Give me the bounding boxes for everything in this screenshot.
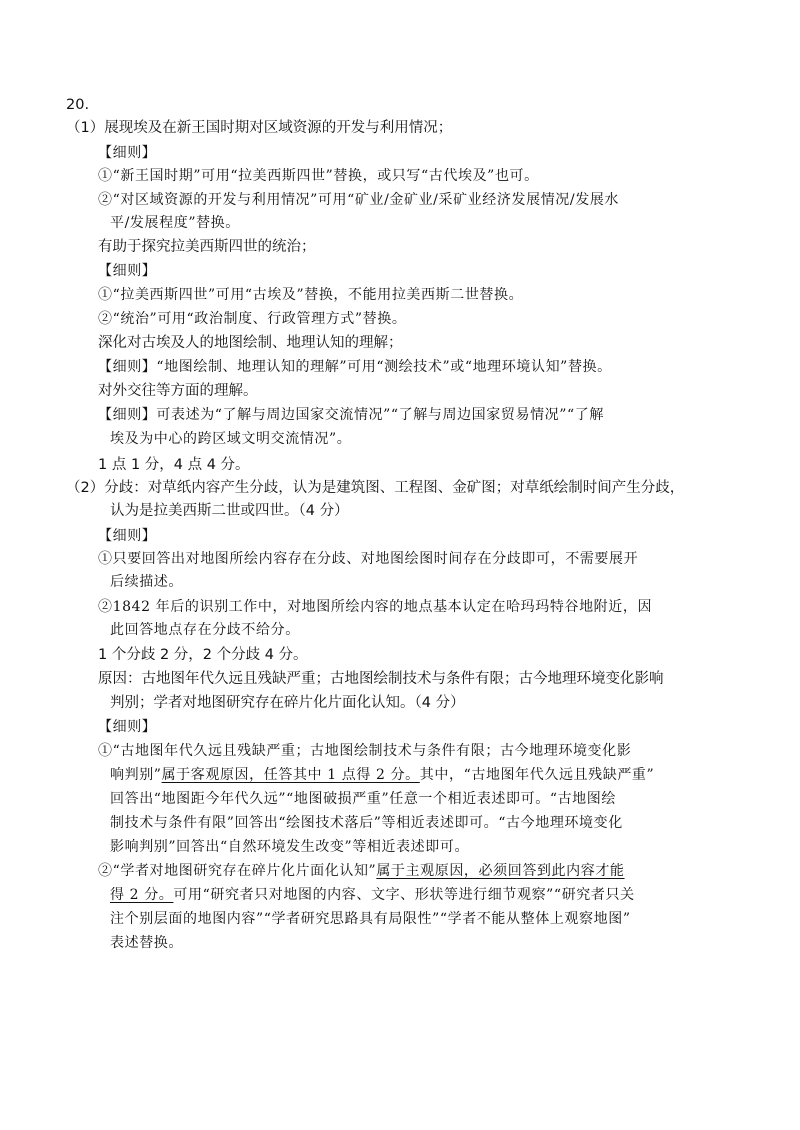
- rule-note: 注个别层面的地图内容”“学者研究思路具有局限性”“学者不能从整体上观察地图”: [110, 911, 631, 927]
- rule-note: 影响判别”回答出“自然环境发生改变”等相近表述即可。: [110, 839, 470, 855]
- rule-note: ①“拉美西斯四世”可用“古埃及”替换，不能用拉美西斯二世替换。: [98, 287, 524, 303]
- question-number: 20.: [66, 97, 90, 113]
- rule-note: ①“新王国时期”可用“拉美西斯四世”替换，或只写“古代埃及”也可。: [98, 168, 539, 184]
- rule-label: 【细则】: [98, 528, 157, 544]
- answer-point: 深化对古埃及人的地图绘制、地理认知的理解；: [98, 335, 403, 351]
- rule-note: ②1842 年后的识别工作中，对地图所绘内容的地点基本认定在哈玛玛特谷地附近，因: [98, 599, 653, 615]
- rule-note: 平/发展程度”替换。: [110, 215, 240, 231]
- answer-reason-cont: 判别；学者对地图研究存在碎片化片面化认知。（4 分）: [110, 695, 465, 711]
- part2-divergence: （2）分歧：对草纸内容产生分歧，认为是建筑图、工程图、金矿图；对草纸绘制时间产生分歧，: [66, 480, 685, 496]
- rule-text: 响判别”: [110, 767, 162, 783]
- rule-note: 【细则】“地图绘制、地理认知的理解”可用“测绘技术”或“地理环境认知”替换。: [98, 359, 612, 375]
- rule-text: 可用“研究者只对地图的内容、文字、形状等进行细节观察”“研究者只关: [173, 887, 635, 903]
- scoring-note: 1 个分歧 2 分，2 个分歧 4 分。: [98, 647, 308, 663]
- part1-main-point: （1）展现埃及在新王国时期对区域资源的开发与利用情况；: [66, 120, 453, 136]
- rule-note: ①“古地图年代久远且残缺严重；古地图绘制技术与条件有限；古今地理环境变化影: [98, 743, 632, 759]
- underlined-rule-text: 得 2 分。: [110, 887, 174, 903]
- rule-label: 【细则】: [98, 263, 157, 279]
- rule-note: 制技术与条件有限”回答出“绘图技术落后”等相近表述即可。“古今地理环境变化: [110, 815, 623, 831]
- rule-label: 【细则】: [98, 719, 157, 735]
- rule-note: [110, 885, 635, 905]
- rule-note: [98, 861, 625, 881]
- answer-reason: 原因：古地图年代久远且残缺严重；古地图绘制技术与条件有限；古今地理环境变化影响: [98, 671, 664, 687]
- rule-note: ②“对区域资源的开发与利用情况”可用“矿业/金矿业/采矿业经济发展情况/发展水: [98, 192, 620, 208]
- rule-note: 后续描述。: [110, 574, 183, 590]
- scoring-note: 1 点 1 分，4 点 4 分。: [98, 457, 250, 473]
- rule-note: 此回答地点存在分歧不给分。: [110, 622, 300, 638]
- rule-note: [110, 765, 654, 785]
- underlined-rule-text: 属于客观原因，任答其中 1 点得 2 分。: [161, 767, 420, 783]
- rule-text: 其中，“古地图年代久远且残缺严重”: [419, 767, 655, 783]
- rule-label: 【细则】: [98, 145, 157, 161]
- underlined-rule-text: 属于主观原因，必须回答到此内容才能: [376, 863, 625, 879]
- rule-note: 表述替换。: [110, 935, 183, 951]
- answer-point: 有助于探究拉美西斯四世的统治；: [98, 239, 316, 255]
- rule-note: 【细则】可表述为“了解与周边国家交流情况”“了解与周边国家贸易情况”“了解: [98, 407, 604, 423]
- rule-note: ②“统治”可用“政治制度、行政管理方式”替换。: [98, 311, 407, 327]
- rule-text: ②“学者对地图研究存在碎片化片面化认知”: [98, 863, 377, 879]
- rule-note: ①只要回答出对地图所绘内容存在分歧、对地图绘图时间存在分歧即可，不需要展开: [98, 551, 639, 567]
- part2-divergence-cont: 认为是拉美西斯二世或四世。（4 分）: [110, 503, 349, 519]
- rule-note: 回答出“地图距今年代久远”“地图破损严重”任意一个相近表述即可。“古地图绘: [110, 791, 616, 807]
- answer-point: 对外交往等方面的理解。: [98, 383, 258, 399]
- rule-note: 埃及为中心的跨区域文明交流情况”。: [110, 431, 352, 447]
